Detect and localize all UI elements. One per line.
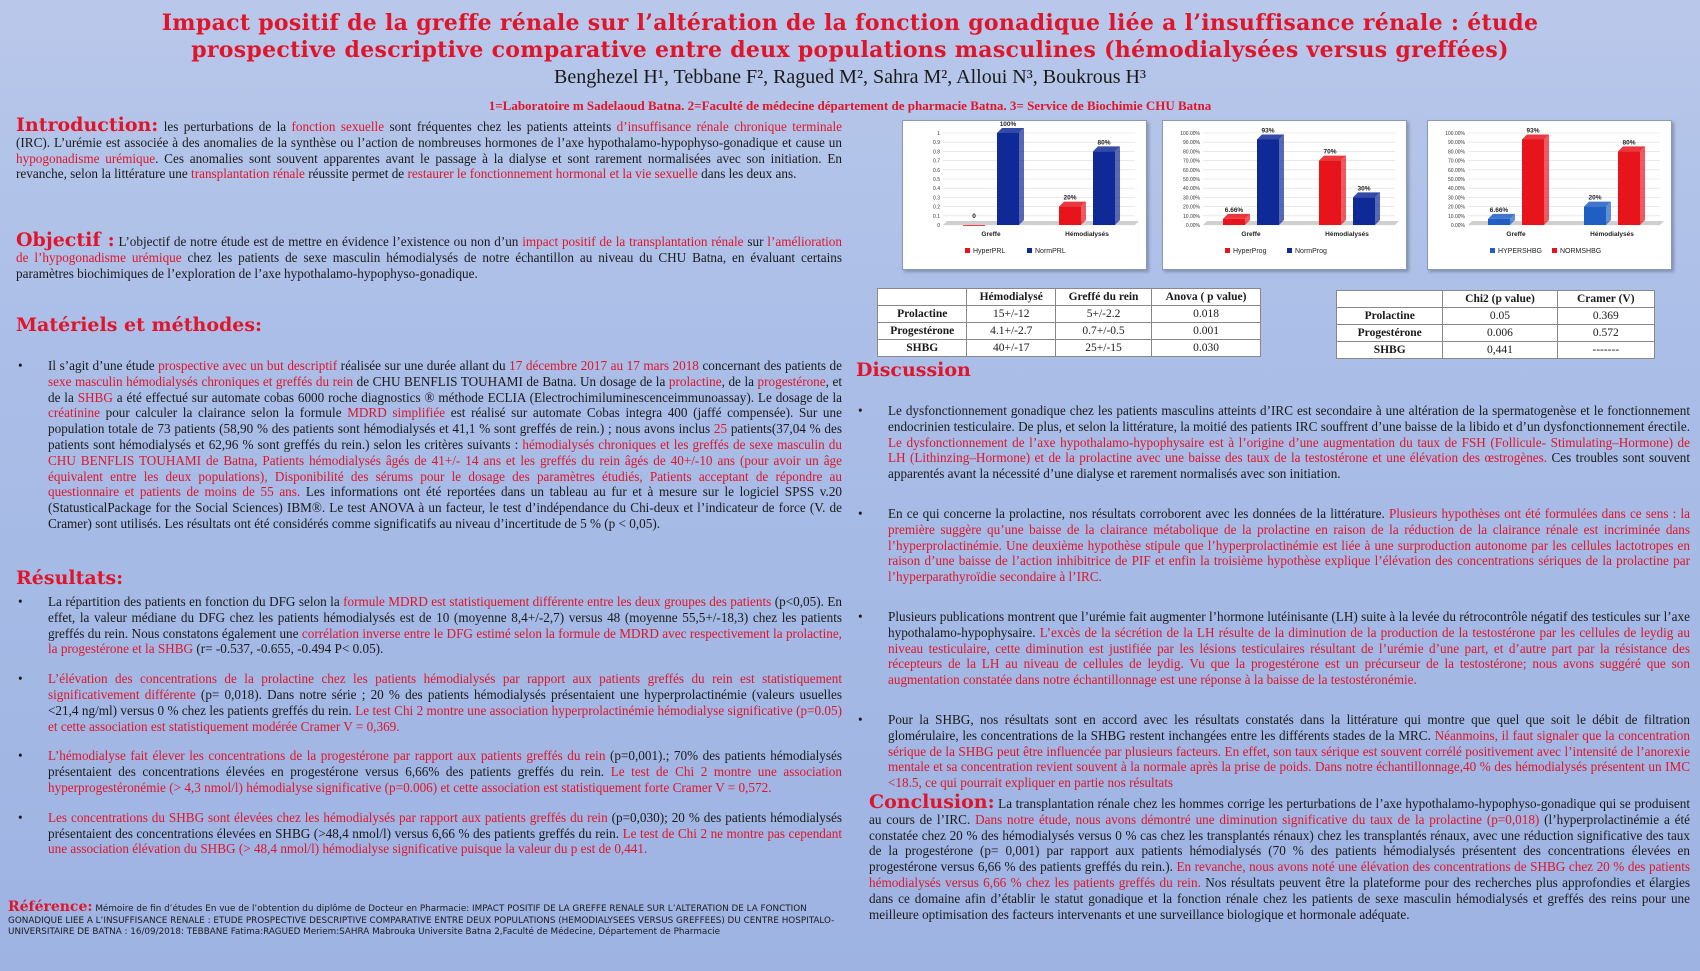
table-row (1337, 342, 1655, 359)
y-tick-label: 50.00% (1448, 177, 1465, 183)
bar-side (1279, 134, 1284, 225)
text-run: En ce qui concerne la prolactine, nos résultats corroborent avec les données de la littérature. (888, 505, 1389, 521)
chart-progesterone-svg (1163, 121, 1406, 269)
x-tick-label: Greffe (1506, 231, 1526, 238)
legend-swatch (1490, 248, 1495, 253)
table-cell: Progestérone (1337, 325, 1443, 342)
table-cell: 0.006 (1443, 325, 1557, 342)
discussion-item-lh (856, 609, 1690, 688)
y-tick-label: 70.00% (1448, 158, 1465, 165)
text-run: L’hémodialyse fait élever les concentrations de la progestérone par rapport aux patients greffés du rein (48, 748, 606, 764)
text-run: Dans notre étude, nous avons démontré une diminution significative du taux de la prolactine (p=0,018) (975, 811, 1540, 827)
bar-side (1341, 156, 1346, 225)
table-row (878, 323, 1261, 340)
y-tick-label: 0.00% (1450, 223, 1465, 229)
text-run: L’élévation des concentrations de la prolactine chez les patients hémodialysés par rapport aux patients greffés du rein est statistiquement significativement différente (48, 671, 842, 702)
text-run: concernant des patients de (698, 358, 842, 373)
text-run: corrélation inverse entre le DFG estimé selon la formule de MDRD avec respectivement la prolactine, la progestérone et la SHBG (48, 625, 842, 657)
discussion-item-gonadique (856, 403, 1690, 482)
poster-title-line2: prospective descriptive comparative entre deux populations masculines (hémodialysées versus greffées) (191, 37, 1509, 63)
reference-heading: Référence: (8, 899, 93, 915)
bar (1488, 219, 1510, 225)
x-tick-label: Hémodialysés (1590, 231, 1634, 238)
chart-prolactine (902, 120, 1147, 270)
bar-side (1640, 146, 1645, 225)
objectif-section (16, 229, 842, 281)
table-cell: 0.369 (1557, 308, 1654, 325)
text-run: pour calculer la clairance selon la formule (99, 405, 348, 421)
text-run: Les concentrations du SHBG sont élevées chez les hémodialysés par rapport aux patients greffés du rein (48, 809, 608, 825)
legend-label: HYPERSHBG (1498, 248, 1542, 255)
bar (963, 225, 985, 226)
bar-side (1544, 134, 1549, 225)
y-tick-label: 1 (937, 131, 940, 137)
data-label: 70% (1323, 148, 1337, 156)
text-run: créatinine (48, 405, 100, 421)
chi2-table (1336, 290, 1655, 359)
legend-swatch (1027, 248, 1032, 253)
methodes-paragraph (16, 358, 842, 532)
text-run: 17 décembre 2017 au 17 mars 2018 (509, 358, 699, 373)
legend-swatch (965, 248, 970, 253)
x-tick-label: Hémodialysés (1065, 231, 1109, 238)
text-run: restaurer le fonctionnement hormonal et la vie sexuelle (407, 166, 698, 182)
text-run: fonction sexuelle (291, 119, 385, 134)
y-tick-label: 90.00% (1448, 140, 1465, 147)
chart-progesterone (1162, 120, 1407, 270)
discussion-section (856, 403, 1690, 805)
y-tick-label: 0 (937, 223, 940, 229)
text-run: réussite permet de (304, 166, 408, 182)
text-run: La transplantation rénale chez les hommes corrige les perturbations de l’axe hypothalamo-hypophyso-gonadique qui se produisent au cours de l’IRC. (869, 796, 1690, 827)
y-tick-label: 0.1 (933, 213, 940, 220)
text-run: Plusieurs hypothèses ont été formulées dans ce sens : la première suggère qu’une baisse de la clairance métabolique de la prolactine en raison de la réduction de la clairance rénale est incriminée dans l’hyperprolactinémie. Une deuxième hypothèse stipule que l’hyperprolactinémie est liée à une surproduction autonome par les cellules lactotropes en raison d’une baisse de l’action inhibitrice de PIF et enfin la troisième hypothèse explique l’élévation des concentrations sériques de la prolactine par l’hyperparathyroïdie secondaire à l’IRC. (888, 505, 1690, 585)
discussion-heading: Discussion (856, 359, 971, 381)
x-tick-label: Greffe (981, 231, 1001, 238)
text-run: hypogonadisme urémique (16, 150, 156, 166)
data-label: 30% (1357, 185, 1371, 193)
y-tick-label: 30.00% (1183, 195, 1200, 202)
legend-swatch (1225, 248, 1230, 253)
text-run: 25 (713, 421, 728, 437)
resultats-section (16, 594, 842, 871)
text-run: En revanche, nous avons noté une élévation des concentrations de SHBG chez 20 % des patients hémodialysés versus 6,66 % chez les patients greffés du rein. (869, 859, 1690, 890)
y-tick-label: 100.00% (1445, 131, 1465, 137)
table-cell: 0.030 (1152, 340, 1261, 357)
bar-side (1019, 128, 1024, 225)
introduction-heading: Introduction: (16, 114, 159, 136)
conclusion-section (869, 791, 1690, 922)
authors: Benghezel H¹, Tebbane F², Ragued M², Sahra M², Alloui N³, Boukrous H³ (554, 66, 1146, 88)
text-run: Néanmoins, il faut signaler que la concentration sérique de la SHBG peut être influencée par plusieurs facteurs. En effet, son taux sérique est souvent corrélé positivement avec l’intensité de l’anorexie mentale et sa concentration revient souvent à la normale après la prise de poids. Dans notre échantillonnage,40 % des hémodialysés présentent un IMC <18.5, ce qui pourrait expliquer en partie nos résultats (888, 727, 1690, 791)
data-label: 0 (972, 213, 976, 220)
chart-shbg (1427, 120, 1672, 270)
introduction-section (16, 114, 843, 182)
data-label: 20% (1063, 194, 1077, 202)
table-cell: 5+/-2.2 (1055, 306, 1151, 323)
table-cell: Prolactine (1337, 308, 1443, 325)
y-tick-label: 60.00% (1448, 167, 1465, 174)
anova-header-cell: Greffé du rein (1055, 289, 1151, 306)
resultats-item-progesterone (16, 748, 842, 795)
text-run: Il s’agit d’une étude (48, 358, 159, 373)
legend-label: HyperPRL (973, 248, 1006, 255)
y-tick-label: 0.7 (933, 158, 940, 165)
text-run: patients(37,04 % des patients sont hémodialysés et 62,96 % sont greffés du rein.) selon les critères suivants : (48, 421, 842, 452)
legend-label: NormProg (1295, 248, 1327, 255)
y-tick-label: 0.2 (933, 204, 940, 211)
data-label: 80% (1622, 139, 1636, 147)
anova-table (877, 288, 1261, 357)
y-tick-label: 0.5 (933, 177, 940, 183)
bar (1584, 207, 1606, 225)
text-run: Le test Chi 2 montre une association hyperprolactinémie hémodialyse significative (p=0.05) et cette association est statistiquement modérée Cramer V = 0,369. (48, 702, 842, 734)
text-run: MDRD simplifiée (347, 405, 446, 421)
chi2-header-cell (1337, 291, 1443, 308)
table-row (878, 340, 1261, 357)
y-tick-label: 80.00% (1183, 149, 1200, 156)
legend-label: NORMSHBG (1560, 248, 1602, 255)
table-cell: 0.05 (1443, 308, 1557, 325)
y-tick-label: 100.00% (1180, 131, 1200, 137)
discussion-item-shbg (856, 712, 1690, 791)
text-run: dans les deux ans. (697, 166, 797, 182)
text-run: Pour la SHBG, nos résultats sont en accord avec les résultats constatés dans la littérature qui montre que quel que soit le débit de filtration glomérulaire, les concentrations de la SHBG restent inchangées entre les différents stades de la MRC. (888, 711, 1690, 743)
text-run: (p<0,05). En effet, la valeur médiane du DFG chez les patients hémodialysés est de 10 (moyenne 8,4+/-2,7) versus 48 (moyenne 55,5+/-18,3) chez les patients greffés du rein. Nous constatons également une (48, 594, 843, 641)
text-run: (p=0,001).; 70% des patients hémodialysés présentaient des concentrations élevées en progestérone versus 6,66% des patients greffés du rein. (48, 748, 842, 780)
legend-label: NormPRL (1035, 248, 1066, 255)
text-run: hémodialysés chroniques et les greffés de sexe masculin du CHU BENFLIS TOUHAMI de Batna, Patients hémodialysés âgés de 41+/- 14 ans et les greffés du rein âgés de 40+/-10 ans (pour avoir un âge équivalent entre les deux populations), Disponibilité des sérums pour le dosage des paramètres étudiés, Patients acceptant de répondre au questionnaire et patients de moins de 55 ans. (48, 436, 842, 500)
table-row (1337, 308, 1655, 325)
bar (1319, 161, 1341, 225)
text-run: prolactine (668, 373, 722, 389)
bar (1257, 139, 1279, 225)
text-run: Le dysfonctionnement gonadique chez les patients masculins atteints d’IRC est secondaire à une altération de la spermatogenèse et le fonctionnement endocrinien testiculaire. De plus, et selon la littérature, la moitié des patients IRC souffrent d’une baisse de la libido et d’un dysfonctionnement érectile. (888, 403, 1690, 434)
y-tick-label: 40.00% (1183, 186, 1200, 193)
y-tick-label: 10.00% (1448, 213, 1465, 220)
data-label: 80% (1097, 139, 1111, 147)
chart-shbg-svg (1428, 121, 1671, 269)
chi2-header-row (1337, 291, 1655, 308)
text-run: impact positif de la transplantation rénale (522, 234, 744, 249)
anova-header-cell: Anova ( p value) (1152, 289, 1261, 306)
y-tick-label: 20.00% (1448, 204, 1465, 211)
bar-side (1375, 192, 1380, 225)
text-run: réalisée sur une durée allant du (337, 358, 510, 373)
bar-side (1115, 146, 1120, 225)
objectif-text (16, 234, 842, 281)
conclusion-heading: Conclusion: (869, 791, 995, 813)
text-run: , et de la (48, 373, 842, 405)
text-run: a été effectué sur automate cobas 6000 roche diagnostics ® méthode ECLIA (Electrochimiluminescenceimmunoassay). Le dosage de la (112, 389, 843, 405)
text-run: Ces troubles sont souvent apparentés avant la nécessité d’une dialyse et rarement normalisés avec son initiation. (888, 450, 1690, 482)
text-run: transplantation rénale (191, 166, 305, 182)
text-run: L’objectif de notre étude est de mettre en évidence l’existence ou non d’un (114, 234, 523, 249)
reference-section (8, 899, 838, 939)
y-tick-label: 50.00% (1183, 177, 1200, 183)
resultats-heading: Résultats: (16, 567, 124, 589)
text-run: (p=0,030); 20 % des patients hémodialysés présentaient des concentrations élevées en SHBG (>48,4 nmol/l) versus 6,66 % des patients greffés du rein. (48, 809, 842, 841)
data-label: 20% (1588, 194, 1602, 202)
text-run: de CHU BENFLIS TOUHAMI de Batna. Un dosage de la (353, 373, 669, 389)
text-run: chez les patients de sexe masculin hémodialysés de notre échantillon au niveau du CHU Batna, en évaluant certains paramètres biochimiques de l’exploration de l’axe hypothalamo-hypophyso-gonadique. (16, 249, 842, 281)
objectif-heading: Objectif : (16, 229, 115, 251)
resultats-item-dfg (16, 594, 842, 657)
legend-swatch (1552, 248, 1557, 253)
bar (1618, 151, 1640, 225)
text-run: sont fréquentes chez les patients atteints (384, 119, 617, 134)
text-run: SHBG (77, 389, 113, 405)
discussion-item-prolactine (856, 506, 1690, 585)
data-label: 100% (999, 121, 1017, 128)
text-run: prospective avec un but descriptif (158, 358, 338, 373)
text-run: sur (743, 234, 768, 249)
x-tick-label: Hémodialysés (1325, 231, 1369, 238)
text-run: La répartition des patients en fonction du DFG selon la (48, 594, 344, 609)
text-run: les perturbations de la (158, 119, 292, 134)
text-run: Le dysfonctionnement de l’axe hypothalamo-hypophysaire est à l’origine d’une augmentation du taux de FSH (Follicule- Stimulating–Hormone) de LH (Lithinzing–Hormone) et de la prolactine avec une baisse des taux de la testostérone et une élévation des œstrogènes. (888, 434, 1690, 466)
table-cell: 25+/-15 (1055, 340, 1151, 357)
bar (1059, 207, 1081, 225)
poster-title (40, 10, 1660, 64)
y-tick-label: 0.4 (933, 186, 940, 193)
y-tick-label: 40.00% (1448, 186, 1465, 193)
bar (1353, 197, 1375, 225)
text-run: formule MDRD est statistiquement différente entre les deux groupes des patients (343, 594, 772, 609)
text-run: Les informations ont été reportées dans un tableau au fur et à mesure sur le logiciel SPSS v.20 (StatusticalPackage for the Social Sciences) IBM®. Le test ANOVA à un facteur, le test d’indépendance du Chi-deux et l’indicateur de force (V. de Cramer) sont utilisés. Les résultats ont été considérés comme significatifs au niveau d’incertitude de 5 % (p < 0,05). (48, 484, 843, 531)
table-cell: 0.572 (1557, 325, 1654, 342)
data-label: 93% (1261, 127, 1275, 135)
table-cell: ------- (1557, 342, 1654, 359)
text-run: Plusieurs publications montrent que l’urémie fait augmenter l’hormone lutéinisante (LH) suite à la levée du rétrocontrôle négatif des testicules sur l’axe hypothalamo-hypophysaire. (888, 608, 1690, 640)
text-run: Nos résultats peuvent être la plateforme pour des recherches plus approfondies et élargies dans ce domaine afin d’établir le statut gonadique et la fonction rénale chez les patients de sexe masculin hémodialysés et greffés des reins pour une meilleure optimisation des facteurs intervenants et une surveillance biologique et hormonale adéquate. (869, 874, 1690, 922)
table-cell: 0.001 (1152, 323, 1261, 340)
bar (1223, 219, 1245, 225)
poster-title-line1: Impact positif de la greffe rénale sur l’altération de la fonction gonadique liée a l’insuffisance rénale : étude (161, 10, 1539, 36)
text-run: Le test de Chi 2 montre une association hyperprogestéronémie (> 4,3 nmol/l) hémodialyse significative (p=0.006) et cette association est statistiquement forte Cramer V = 0,572. (48, 764, 842, 795)
y-tick-label: 0.00% (1185, 223, 1200, 229)
resultats-item-shbg (16, 810, 842, 857)
text-run: sexe masculin hémodialysés chroniques et greffés du rein (48, 373, 354, 389)
text-run: (p= 0,018). Dans notre série ; 20 % des patients hémodialysés présentaient une hyperprolactinémie (valeurs usuelles <21,4 ng/ml) versus 0 % chez les patients greffés du rein. (48, 686, 842, 718)
table-row (878, 306, 1261, 323)
table-cell: SHBG (1337, 342, 1443, 359)
y-tick-label: 60.00% (1183, 167, 1200, 174)
chi2-header-cell: Chi2 (p value) (1443, 291, 1557, 308)
y-tick-label: 90.00% (1183, 140, 1200, 147)
text-run: progestérone (757, 373, 826, 389)
text-run: Le test de Chi 2 ne montre pas cependant une association élévation du SHBG (> 48,4 nmol/l) hémodialyse significative puisque la valeur du p est de 0,441. (48, 825, 843, 857)
y-tick-label: 70.00% (1183, 158, 1200, 165)
bar (1093, 151, 1115, 225)
text-run: . Ces anomalies sont souvent apparentes avant le passage à la dialyse et sont rarement normalisées avec son initiation. En revanche, selon la littérature une (16, 150, 842, 182)
y-tick-label: 0.9 (933, 140, 940, 147)
anova-header-row (878, 289, 1261, 306)
y-tick-label: 10.00% (1183, 213, 1200, 220)
table-cell: 40+/-17 (967, 340, 1055, 357)
legend-swatch (1287, 248, 1292, 253)
table-cell: 0.018 (1152, 306, 1261, 323)
text-run: l’amélioration de l’hypogonadisme urémique (16, 234, 842, 265)
text-run: (r= -0.537, -0.655, -0.494 P< 0.05). (193, 641, 384, 657)
y-tick-label: 0.6 (933, 167, 940, 174)
anova-header-cell (878, 289, 967, 306)
text-run: (l’hyperprolactinémie a été constatée chez 20 % des hémodialysés versus 0 % cas chez les transplantés rénaux) chez les transplantés rénaux, avec une réduction significative des taux de la progestérone (p= 0,001) par rapport aux patients hémodialysés (70 % des patients hémodialysés présentent des concentrations élevées en progestérone versus 6,66 % des patients greffés du rein.). (869, 811, 1690, 875)
methodes-heading: Matériels et méthodes: (16, 314, 263, 336)
methodes-section (16, 358, 842, 546)
y-tick-label: 20.00% (1183, 204, 1200, 211)
bar (997, 133, 1019, 225)
table-cell: Prolactine (878, 306, 967, 323)
table-cell: Progestérone (878, 323, 967, 340)
bar (1522, 139, 1544, 225)
table-row (1337, 325, 1655, 342)
data-label: 93% (1526, 127, 1540, 135)
affiliations: 1=Laboratoire m Sadelaoud Batna. 2=Faculté de médecine département de pharmacie Batna. 3= Service de Biochimie CHU Batna (488, 98, 1212, 113)
data-label: 6.66% (1489, 206, 1509, 214)
text-run: est réalisé sur automate Cobas integra 400 (jaffé compensée). Sur une population totale de 73 patients (58,90 % des patients sont hémodialysés et 41,1 % sont greffés de rein.) ; nous avons inclus (48, 405, 842, 437)
chart-prolactine-svg (903, 121, 1146, 269)
y-tick-label: 80.00% (1448, 149, 1465, 156)
anova-header-cell: Hémodialysé (967, 289, 1055, 306)
conclusion-text (869, 796, 1690, 922)
text-run: (IRC). L’urémie est associée à des anomalies de la synthèse ou l’action de nombreuses hormones de l’axe hypothalamo-hypophyso-gonadique et cause un (16, 134, 842, 150)
chi2-header-cell: Cramer (V) (1557, 291, 1654, 308)
table-cell: SHBG (878, 340, 967, 357)
text-run: L’excès de la sécrétion de la LH résulte de la diminution de la production de la testostérone par les cellules de leydig au niveau testiculaire, cette diminution est justifiée par les lésions testiculaires résultant de l’urémie d’une part, et d’autre part par la résistance des récepteurs de la LH au niveau de cellules de leydig. Vu que la progestérone est un précurseur de la testostérone; nous avons suggéré que son augmentation constatée dans notre échantillonnage est une réponse à la baisse de la testostéronémie. (888, 624, 1690, 688)
y-tick-label: 0.3 (933, 195, 940, 202)
x-tick-label: Greffe (1241, 231, 1261, 238)
y-tick-label: 0.8 (933, 149, 940, 156)
reference-text: Mémoire de fin d’études En vue de l’obtention du diplôme de Docteur en Pharmacie: IMPACT POSITIF DE LA GREFFE RENALE SUR L’ALTERATION DE LA FONCTION GONADIQUE LIEE A L’INSUFFISANCE RENALE : ETUDE PROSPECTIVE DESCRIPTIVE COMPARATIVE ENTRE DEUX POPULATIONS (HEMODIALYSEES VERSUS GREFFEES) DU CENTRE HOSPITALO-UNIVERSITAIRE DE BATNA : 16/09/2018: TEBBANE Fatima:RAGUED Meriem:SAHRA Mabrouka Universite Batna 2,Faculté de Médecine, Département de Pharmacie (8, 904, 835, 937)
text-run: d’insuffisance rénale chronique terminale (616, 119, 843, 134)
table-cell: 4.1+/-2.7 (967, 323, 1055, 340)
resultats-item-prolactine (16, 671, 842, 734)
table-cell: 0.7+/-0.5 (1055, 323, 1151, 340)
data-label: 6.66% (1224, 206, 1244, 214)
y-tick-label: 30.00% (1448, 195, 1465, 202)
legend-label: HyperProg (1233, 248, 1267, 255)
table-cell: 0,441 (1443, 342, 1557, 359)
table-cell: 15+/-12 (967, 306, 1055, 323)
text-run: , de la (721, 373, 758, 389)
